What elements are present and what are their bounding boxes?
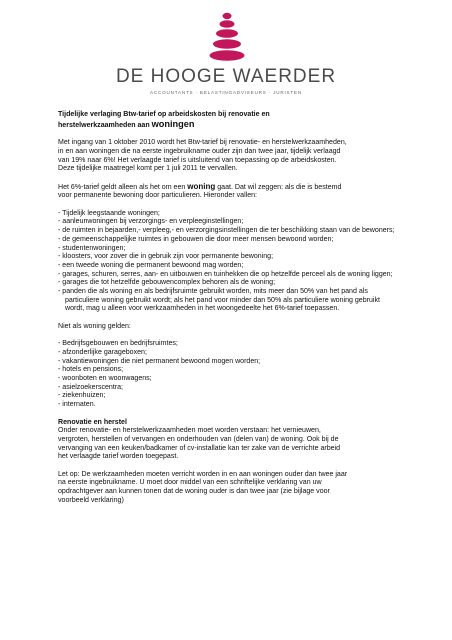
renovatie-paragraph xyxy=(58,427,398,462)
definition-text: gaat. Dat wil zeggen: als die is bestemd xyxy=(215,183,342,191)
list-item: - hotels en pensions; xyxy=(58,366,124,374)
intro-line: Met ingang van 1 oktober 2010 wordt het Btw-tarief bij renovatie- en herstelwerkzaamheden, xyxy=(58,139,347,147)
brand-tagline: ACCOUNTANTS · BELASTINGADVISEURS · JURISTEN xyxy=(150,90,302,95)
list-item: - Bedrijfsgebouwen en bedrijfsruimtes; xyxy=(58,340,178,348)
brand-name: DE HOOGE WAERDER xyxy=(115,66,337,87)
article-body xyxy=(58,111,398,506)
intro-line: Deze tijdelijke maatregel komt per 1 juli 2011 te vervallen. xyxy=(58,165,238,173)
definition-paragraph xyxy=(58,183,398,201)
list-item: - internaten. xyxy=(58,401,96,409)
intro-line: van 19% naar 6%! Het verlaagde tarief is uitsluitend van toepassing op de arbeidskosten. xyxy=(58,156,337,164)
letop-line: opdrachtgever aan kunnen tonen dat de woning ouder is dan twee jaar (zie bijlage voor xyxy=(58,488,330,496)
letop-line: voorbeeld verklaring) xyxy=(58,496,124,504)
article-title xyxy=(58,111,398,130)
renovatie-heading: Renovatie en herstel xyxy=(58,418,127,426)
renovatie-line: het verlaagde tarief worden toegepast. xyxy=(58,453,179,461)
list-item: - kloosters, voor zover die in gebruik zijn voor permanente bewoning; xyxy=(58,253,274,261)
title-keyword: woningen xyxy=(151,118,195,129)
letop-paragraph xyxy=(58,471,398,506)
not-heading: Niet als woning gelden: xyxy=(58,322,131,330)
definition-text: Het 6%-tarief geldt alleen als het om een xyxy=(58,183,188,191)
included-list xyxy=(58,210,398,314)
list-item: - de gemeenschappelijke ruimtes in gebouwen die door meer mensen bewoond worden; xyxy=(58,235,334,243)
list-item: - garages die tot hetzelfde gebouwencomplex behoren als de woning; xyxy=(58,279,276,287)
list-item: - asielzoekerscentra; xyxy=(58,383,124,391)
letop-line: na eerste ingebruikname. U moet door middel van een schriftelijke verklaring van uw xyxy=(58,479,322,487)
definition-text: voor permanente bewoning door particulieren. Hieronder vallen: xyxy=(58,192,257,200)
list-item: - aanleunwoningen bij verzorgings- en verpleeginstellingen; xyxy=(58,218,244,226)
title-line-2: herstelwerkzaamheden aan xyxy=(58,121,152,129)
intro-paragraph xyxy=(58,139,398,174)
excluded-list xyxy=(58,340,398,410)
list-item: - een tweede woning die permanent bewoond mag worden; xyxy=(58,261,244,269)
intro-line: in en aan woningen die na eerste ingebruikname ouder zijn dan twee jaar, tijdelijk verlaagd xyxy=(58,147,341,155)
list-item: - Tijdelijk leegstaande woningen; xyxy=(58,209,160,217)
list-item: - vakantiewoningen die niet permanent bewoond mogen worden; xyxy=(58,357,261,365)
list-item: - woonboten en woonwagens; xyxy=(58,375,152,383)
definition-keyword: woning xyxy=(187,181,216,191)
list-item: - ziekenhuizen; xyxy=(58,392,106,400)
stacked-stones-logo-icon xyxy=(207,10,247,65)
list-item: - afzonderlijke garageboxen; xyxy=(58,348,147,356)
title-line-1: Tijdelijke verlaging Btw-tarief op arbeidskosten bij renovatie en xyxy=(58,111,270,118)
renovatie-line: vergroten, herstellen of vervangen en onderhouden van (delen van) de woning. Ook bij de xyxy=(58,435,339,443)
list-item: - panden die als woning en als bedrijfsruimte gebruikt worden, mits meer dan 50% van het pand als particuliere woning gebruikt wordt; als het pand voor minder dan 50% als particuliere woning gebruikt wordt, mag u alleen voor werkzaamheden in het woongedeelte het 6%-tarief toepassen. xyxy=(58,288,380,313)
renovatie-line: Onder renovatie- en herstelwerkzaamheden moet worden verstaan: het vernieuwen, xyxy=(58,427,321,435)
list-item: - de ruimten in bejaarden,- verpleeg,- en verzorgingsinstellingen die ter beschikking staan van de bewoners; xyxy=(58,227,395,235)
list-item: - garages, schuren, serres, aan- en uitbouwen en tuinhekken die op hetzelfde perceel als de woning liggen; xyxy=(58,270,393,278)
list-item: - studentenwoningen; xyxy=(58,244,126,252)
letop-line: Let op: De werkzaamheden moeten verricht worden in en aan woningen ouder dan twee jaar xyxy=(58,470,348,478)
renovatie-line: vervanging van een keuken/badkamer of cv-installatie kan ter zake van de verrichte arbeid xyxy=(58,444,341,452)
